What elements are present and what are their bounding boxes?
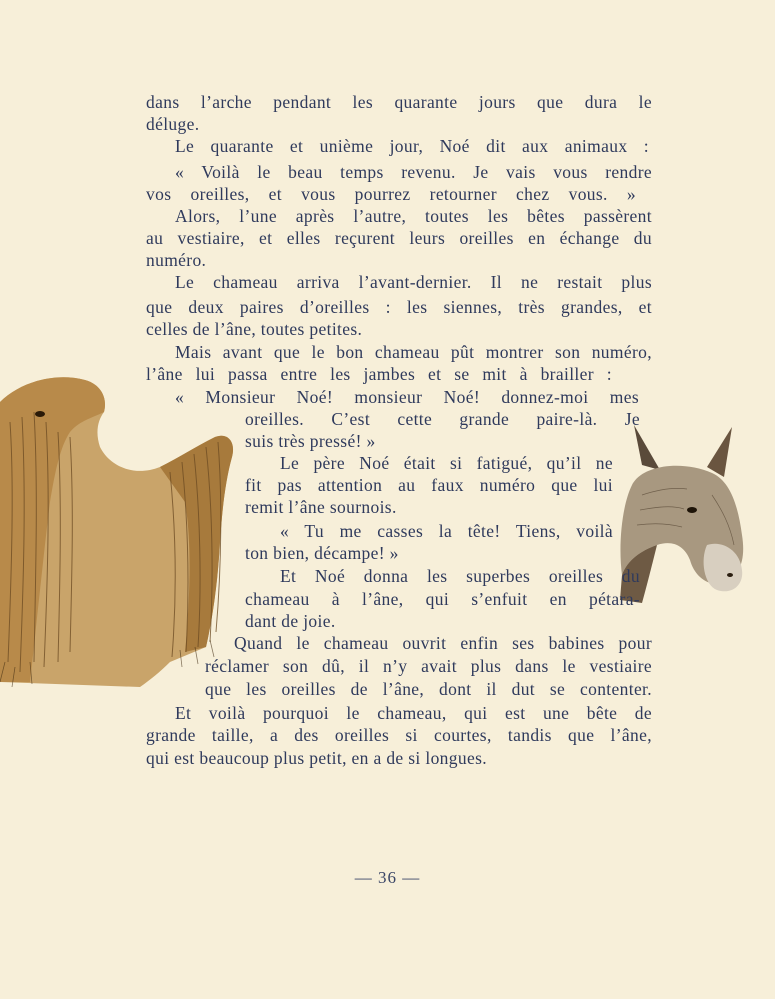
text-line: Quand le chameau ouvrit enfin ses babines pour bbox=[234, 633, 652, 653]
text-line: celles de l’âne, toutes petites. bbox=[146, 319, 363, 339]
text-line: remit l’âne sournois. bbox=[245, 497, 397, 517]
text-line: Et voilà pourquoi le chameau, qui est une bête de bbox=[175, 703, 652, 723]
text-line: réclamer son dû, il n’y avait plus dans le vestiaire bbox=[205, 656, 652, 676]
camel-illustration bbox=[0, 362, 262, 692]
text-line: que les oreilles de l’âne, dont il dut se contenter. bbox=[205, 679, 652, 699]
text-line: « Voilà le beau temps revenu. Je vais vous rendre bbox=[175, 162, 652, 182]
text-line: numéro. bbox=[146, 250, 207, 270]
text-line: suis très pressé! » bbox=[245, 431, 376, 451]
text-line: au vestiaire, et elles reçurent leurs oreilles en échange du bbox=[146, 228, 652, 248]
page-number: — 36 — bbox=[354, 868, 421, 887]
text-line: « Monsieur Noé! monsieur Noé! donnez-moi mes bbox=[175, 387, 639, 407]
text-line: déluge. bbox=[146, 114, 200, 134]
text-line: Le père Noé était si fatigué, qu’il ne bbox=[280, 453, 613, 473]
text-line: Le chameau arriva l’avant-dernier. Il ne restait plus bbox=[175, 272, 652, 292]
text-line: oreilles. C’est cette grande paire-là. Je bbox=[245, 409, 640, 429]
text-line: dant de joie. bbox=[245, 611, 336, 631]
text-line: « Tu me casses la tête! Tiens, voilà bbox=[280, 521, 613, 541]
text-line: vos oreilles, et vous pourrez retourner chez vous. » bbox=[146, 184, 636, 204]
text-line: que deux paires d’oreilles : les siennes, très grandes, et bbox=[146, 297, 652, 317]
text-line: Alors, l’une après l’autre, toutes les bêtes passèrent bbox=[175, 206, 652, 226]
text-line: dans l’arche pendant les quarante jours que dura le bbox=[146, 92, 652, 112]
text-line: Et Noé donna les superbes oreilles du bbox=[280, 566, 640, 586]
text-line: l’âne lui passa entre les jambes et se mit à brailler : bbox=[146, 364, 612, 384]
text-line: grande taille, a des oreilles si courtes, tandis que l’âne, bbox=[146, 725, 652, 745]
text-line: Mais avant que le bon chameau pût montrer son numéro, bbox=[175, 342, 652, 362]
text-line: fit pas attention au faux numéro que lui bbox=[245, 475, 613, 495]
text-line: chameau à l’âne, qui s’enfuit en pétara- bbox=[245, 589, 640, 609]
text-line: Le quarante et unième jour, Noé dit aux animaux : bbox=[175, 136, 649, 156]
text-line: qui est beaucoup plus petit, en a de si longues. bbox=[146, 748, 487, 768]
text-line: ton bien, décampe! » bbox=[245, 543, 399, 563]
